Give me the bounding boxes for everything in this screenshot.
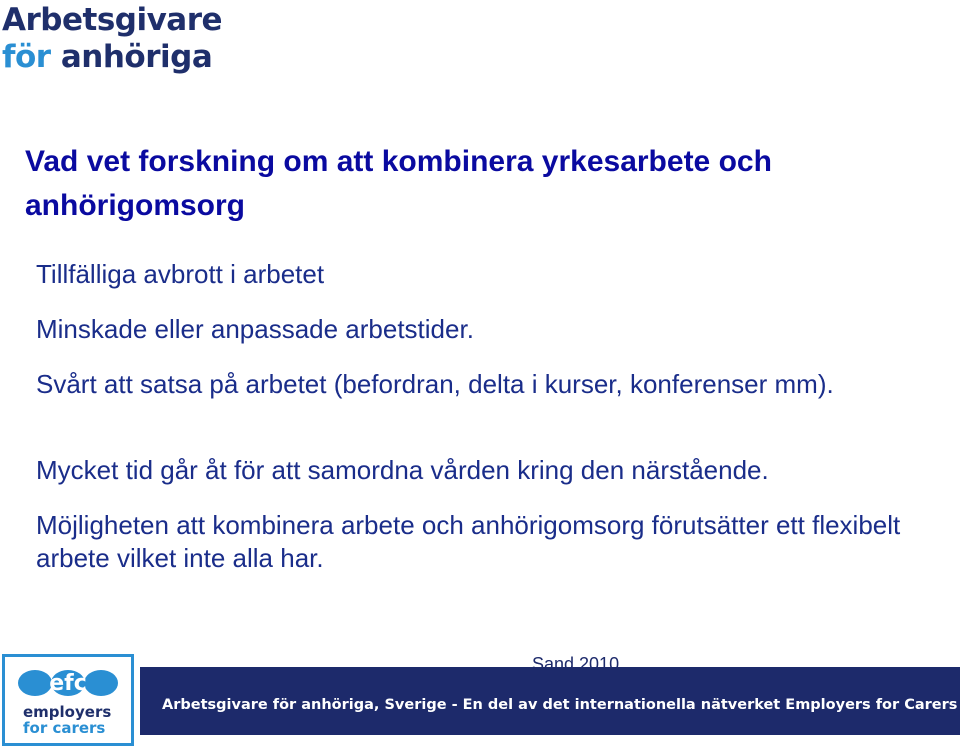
efc-logo bbox=[2, 654, 134, 746]
footer bbox=[0, 652, 960, 750]
bullet-point: Tillfälliga avbrott i arbetet bbox=[36, 259, 325, 289]
footer-credit: Sand 2010 bbox=[532, 654, 620, 674]
bullet-point: Mycket tid går åt för att samordna vården kring den närstående. bbox=[36, 455, 769, 485]
footer-banner bbox=[140, 667, 960, 735]
efc-mark-text: efc bbox=[49, 671, 87, 696]
bullet-point: Möjligheten att kombinera arbete och anhörigomsorg förutsätter ett flexibelt arbete vilket inte alla har. bbox=[36, 510, 901, 573]
brand-line-1: Arbetsgivare bbox=[2, 2, 223, 38]
footer-banner-text: Arbetsgivare för anhöriga, Sverige - En del av det internationella nätverket Employers for Carers bbox=[162, 697, 958, 713]
logo-line-2: for carers bbox=[23, 719, 106, 737]
brand-line-2-part-1: för bbox=[2, 39, 51, 75]
logo-line-1: employers bbox=[23, 703, 112, 721]
slide-title: Vad vet forskning om att kombinera yrkesarbete och anhörigomsorg bbox=[25, 145, 772, 222]
brand-line-2-part-2: anhöriga bbox=[60, 39, 213, 75]
bullet-point: Minskade eller anpassade arbetstider. bbox=[36, 314, 474, 344]
bullet-point: Svårt att satsa på arbetet (befordran, delta i kurser, konferenser mm). bbox=[36, 369, 834, 399]
brand-logo bbox=[2, 2, 222, 76]
brand-line-2 bbox=[2, 39, 222, 76]
